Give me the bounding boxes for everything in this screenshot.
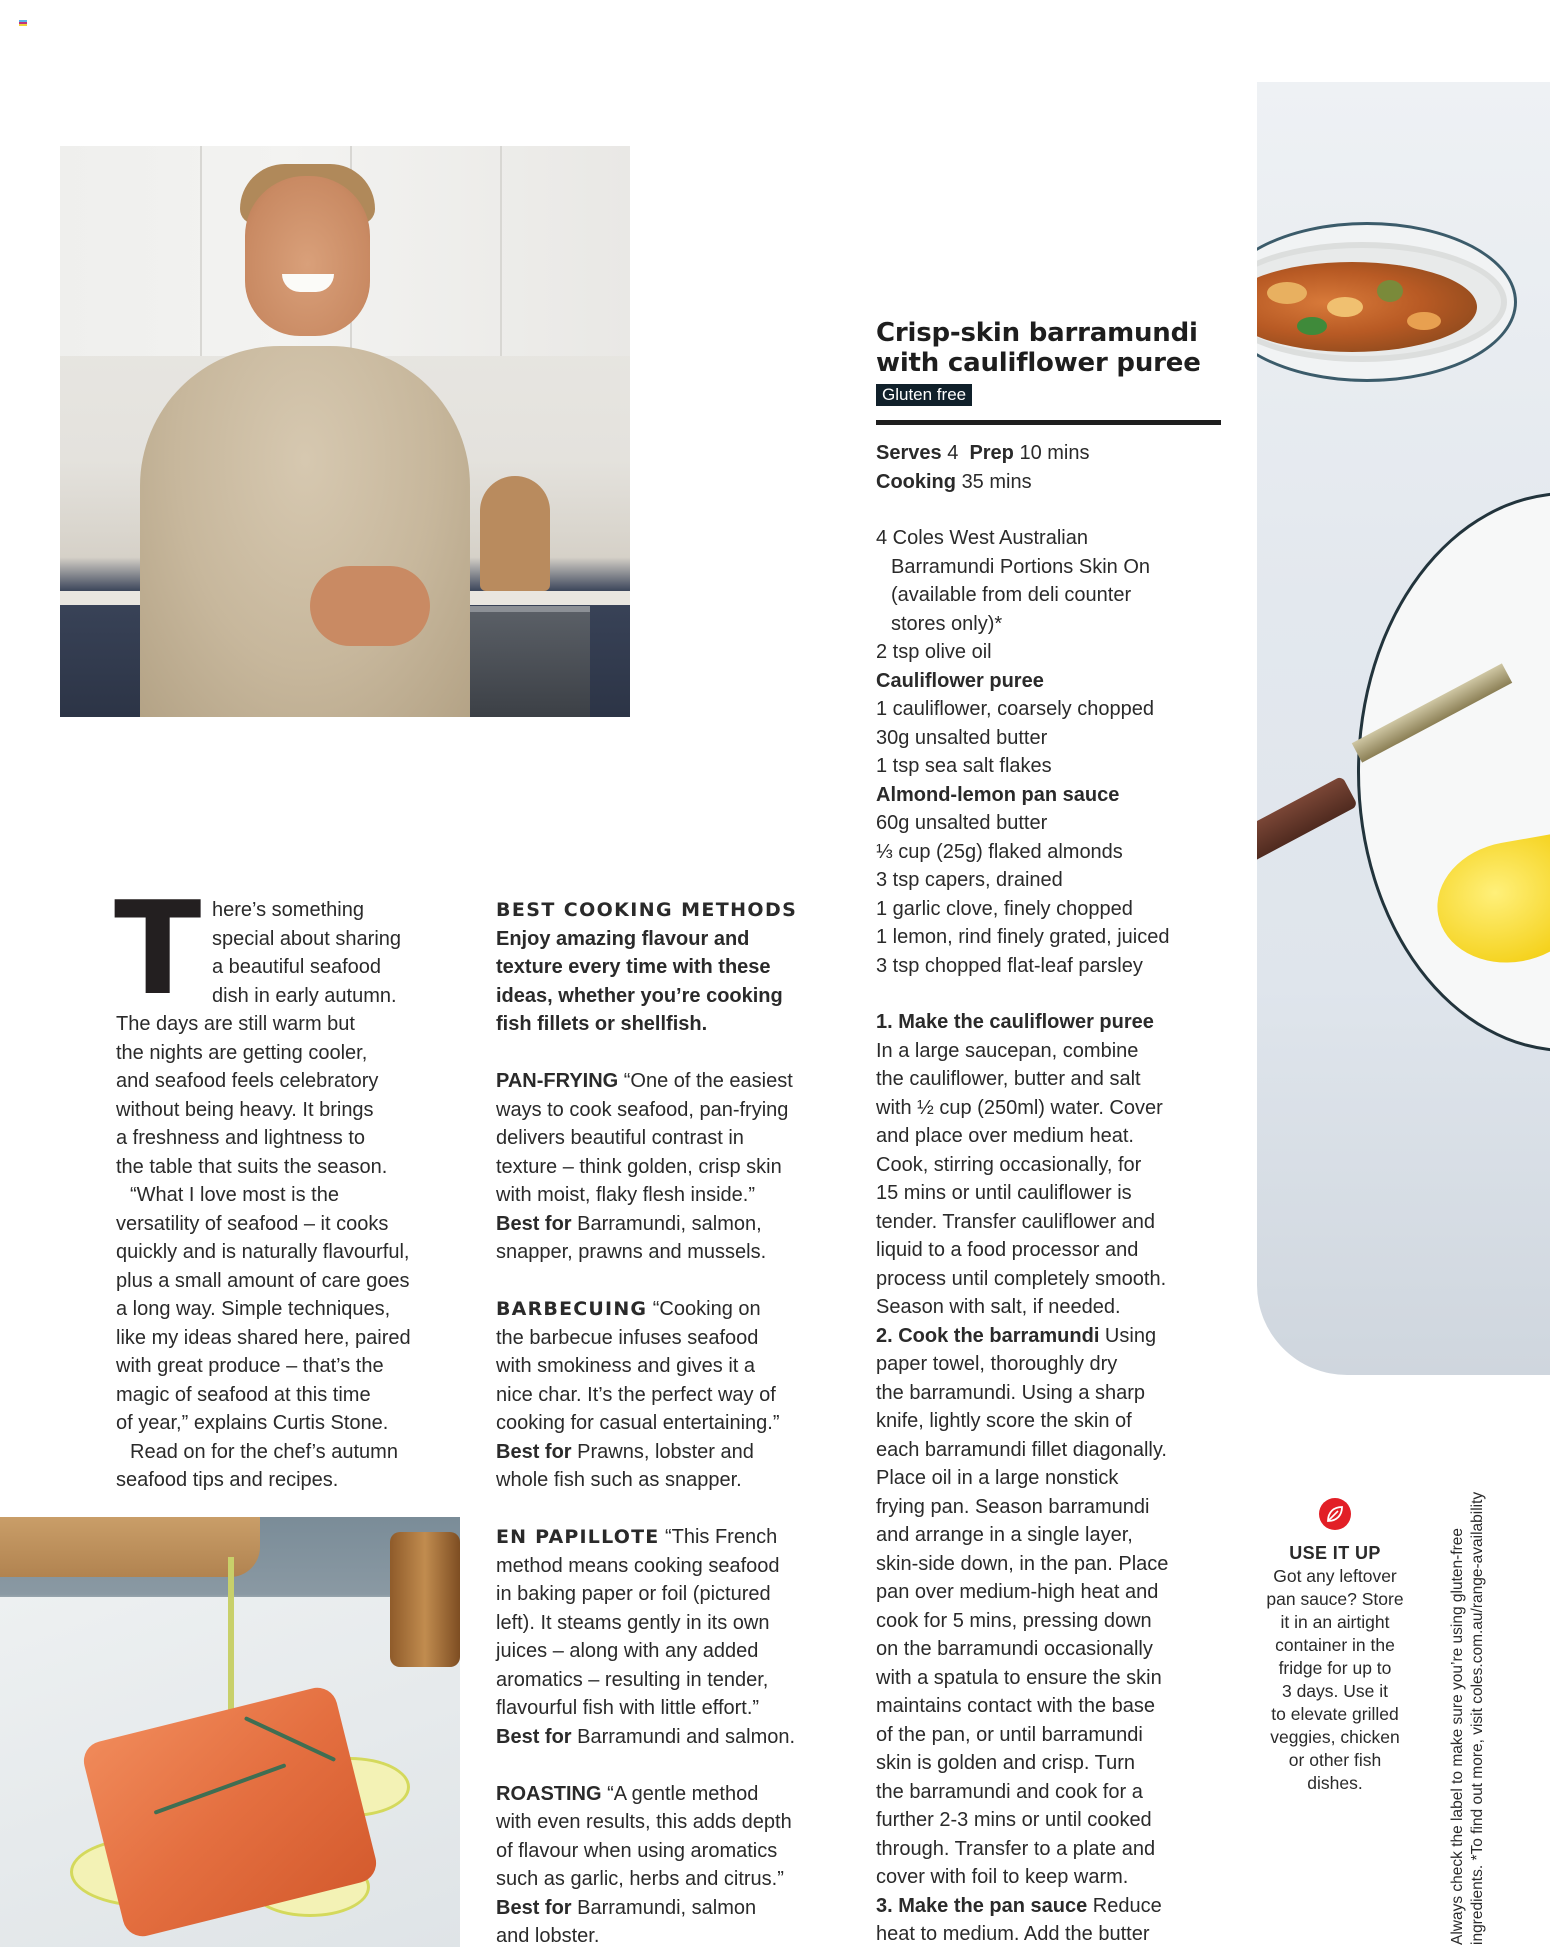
method-pan-frying bbox=[496, 1067, 846, 1267]
best-for-value: Barramundi, salmon, bbox=[571, 1212, 762, 1235]
ingredient: (available from deli counter bbox=[891, 584, 1132, 606]
ingredient: 1 cauliflower, coarsely chopped bbox=[876, 698, 1154, 720]
cooking-methods bbox=[496, 896, 846, 1947]
best-for-value: Barramundi and salmon. bbox=[571, 1725, 796, 1748]
step-line: and arrange in a single layer, bbox=[876, 1524, 1133, 1546]
method-en-papillote bbox=[496, 1523, 846, 1751]
tip-line: to elevate grilled bbox=[1271, 1704, 1399, 1724]
method-line: aromatics – resulting in tender, bbox=[496, 1668, 769, 1691]
tip-line: pan sauce? Store bbox=[1266, 1589, 1404, 1609]
method-line: with moist, flaky flesh inside.” bbox=[496, 1184, 755, 1206]
ingredient: 30g unsalted butter bbox=[876, 726, 1048, 749]
ingredients-list bbox=[876, 524, 1221, 980]
oil-jug bbox=[0, 1517, 260, 1577]
ingredient: 60g unsalted butter bbox=[876, 812, 1048, 834]
method-line: with even results, this adds depth bbox=[496, 1811, 792, 1833]
step-line: Reduce bbox=[1087, 1894, 1162, 1917]
cutting-board bbox=[480, 476, 550, 591]
method-line: the barbecue infuses seafood bbox=[496, 1326, 759, 1349]
intro-line: here’s something bbox=[212, 899, 364, 921]
lead-line: texture every time with these bbox=[496, 956, 771, 978]
serves-label: Serves bbox=[876, 442, 942, 464]
food-photo bbox=[1257, 82, 1550, 1375]
recipe-title bbox=[876, 318, 1221, 378]
method-line: cooking for casual entertaining.” bbox=[496, 1412, 780, 1434]
gluten-free-badge: Gluten free bbox=[876, 384, 972, 406]
lead-line: Enjoy amazing flavour and bbox=[496, 927, 750, 950]
olive-oil-stream bbox=[228, 1557, 234, 1717]
best-for-value: snapper, prawns and mussels. bbox=[496, 1241, 767, 1263]
method-line: delivers beautiful contrast in bbox=[496, 1127, 744, 1149]
step-line: liquid to a food processor and bbox=[876, 1239, 1139, 1261]
tip-line: dishes. bbox=[1307, 1773, 1363, 1793]
tip-line: fridge for up to bbox=[1278, 1658, 1392, 1678]
method-label: EN PAPILLOTE bbox=[496, 1526, 660, 1548]
step-line: through. Transfer to a plate and bbox=[876, 1837, 1156, 1860]
ingredient: 3 tsp capers, drained bbox=[876, 869, 1063, 891]
method-roasting bbox=[496, 1780, 846, 1947]
intro-line: dish in early autumn. bbox=[212, 984, 397, 1007]
method-line: ways to cook seafood, pan-frying bbox=[496, 1098, 789, 1121]
step-line: cover with foil to keep warm. bbox=[876, 1866, 1129, 1888]
intro-line: without being heavy. It brings bbox=[116, 1098, 374, 1121]
lead-line: fish fillets or shellfish. bbox=[496, 1013, 708, 1035]
method-line: juices – along with any added bbox=[496, 1640, 759, 1662]
tip-line: Got any leftover bbox=[1273, 1566, 1397, 1586]
print-registration-mark bbox=[19, 20, 27, 27]
method-line: nice char. It’s the perfect way of bbox=[496, 1383, 776, 1406]
method-label: ROASTING bbox=[496, 1782, 602, 1805]
tip-line: or other fish bbox=[1288, 1750, 1382, 1770]
intro-line: with great produce – that’s the bbox=[116, 1355, 384, 1377]
methods-lead bbox=[496, 925, 846, 1039]
intro-line: quickly and is naturally flavourful, bbox=[116, 1241, 410, 1263]
step-line: Place oil in a large nonstick bbox=[876, 1467, 1119, 1489]
footnote-line: ingredients. *To find out more, visit coles.com.au/range-availability bbox=[1469, 1491, 1486, 1945]
step-line: skin is golden and crisp. Turn bbox=[876, 1752, 1136, 1774]
best-for-label: Best for bbox=[496, 1440, 572, 1463]
best-for-label: Best for bbox=[496, 1725, 572, 1748]
step-line: frying pan. Season barramundi bbox=[876, 1495, 1150, 1518]
ingredient: stores only)* bbox=[891, 612, 1003, 635]
cooking-value: 35 mins bbox=[961, 470, 1032, 493]
method-line: in baking paper or foil (pictured bbox=[496, 1583, 771, 1605]
chef-body bbox=[140, 346, 470, 717]
intro-line: of year,” explains Curtis Stone. bbox=[116, 1412, 389, 1434]
method-line: left). It steams gently in its own bbox=[496, 1611, 770, 1634]
step-title: 1. Make the cauliflower puree bbox=[876, 1011, 1154, 1033]
step-line: the barramundi. Using a sharp bbox=[876, 1381, 1146, 1404]
leaf-icon bbox=[1319, 1498, 1351, 1530]
methods-heading: BEST COOKING METHODS bbox=[496, 899, 798, 921]
best-for-label: Best for bbox=[496, 1212, 572, 1235]
ingredient-subheading: Cauliflower puree bbox=[876, 669, 1044, 692]
step-line: on the barramundi occasionally bbox=[876, 1638, 1153, 1660]
step-1 bbox=[876, 1008, 1221, 1322]
method-label: PAN-FRYING bbox=[496, 1070, 619, 1092]
chef-head bbox=[245, 176, 370, 336]
tip-line: veggies, chicken bbox=[1270, 1727, 1400, 1747]
step-line: Cook, stirring occasionally, for bbox=[876, 1153, 1142, 1176]
step-line: pan over medium-high heat and bbox=[876, 1581, 1159, 1603]
step-3 bbox=[876, 1892, 1221, 1947]
intro-line: versatility of seafood – it cooks bbox=[116, 1212, 389, 1235]
prep-label: Prep bbox=[969, 442, 1014, 464]
step-line: process until completely smooth. bbox=[876, 1267, 1167, 1290]
step-line: Season with salt, if needed. bbox=[876, 1296, 1121, 1318]
method-line: “A gentle method bbox=[601, 1782, 759, 1805]
intro-line: the nights are getting cooler, bbox=[116, 1041, 368, 1064]
title-divider bbox=[876, 420, 1221, 425]
step-line: with a spatula to ensure the skin bbox=[876, 1666, 1162, 1689]
lead-line: ideas, whether you’re cooking bbox=[496, 984, 783, 1007]
tip-title: USE IT UP bbox=[1289, 1543, 1381, 1563]
recipe-meta bbox=[876, 439, 1221, 496]
recipe-card bbox=[876, 318, 1221, 1947]
intro-line: seafood tips and recipes. bbox=[116, 1469, 339, 1491]
method-label: BARBECUING bbox=[496, 1298, 648, 1320]
intro-line: “What I love most is the bbox=[130, 1184, 339, 1206]
method-line: “This French bbox=[659, 1526, 778, 1548]
step-line: paper towel, thoroughly dry bbox=[876, 1353, 1118, 1375]
ingredient: 2 tsp olive oil bbox=[876, 641, 992, 663]
intro-line: like my ideas shared here, paired bbox=[116, 1326, 411, 1349]
ingredient: 1 lemon, rind finely grated, juiced bbox=[876, 926, 1170, 948]
step-line: heat to medium. Add the butter bbox=[876, 1923, 1150, 1945]
method-steps bbox=[876, 1008, 1221, 1947]
fork-handle bbox=[1257, 776, 1358, 862]
best-for-value: Barramundi, salmon bbox=[571, 1896, 757, 1919]
method-line: method means cooking seafood bbox=[496, 1554, 780, 1577]
serves-value: 4 bbox=[947, 442, 959, 464]
method-line: “One of the easiest bbox=[618, 1070, 793, 1092]
tip-line: container in the bbox=[1275, 1635, 1395, 1655]
intro-line: special about sharing bbox=[212, 927, 402, 950]
step-line: with ½ cup (250ml) water. Cover bbox=[876, 1096, 1163, 1119]
footnote-line: Always check the label to make sure you’re using gluten-free bbox=[1449, 1528, 1466, 1945]
step-line: knife, lightly score the skin of bbox=[876, 1410, 1132, 1432]
ingredient: 1 garlic clove, finely chopped bbox=[876, 897, 1133, 920]
step-line: tender. Transfer cauliflower and bbox=[876, 1210, 1156, 1233]
step-2 bbox=[876, 1322, 1221, 1892]
recipe-title-line: Crisp-skin barramundi bbox=[876, 318, 1198, 348]
ingredient-subheading: Almond-lemon pan sauce bbox=[876, 783, 1120, 806]
use-it-up-tip bbox=[1250, 1498, 1420, 1795]
intro-line: The days are still warm but bbox=[116, 1013, 355, 1035]
step-line: maintains contact with the base bbox=[876, 1695, 1156, 1717]
cooking-label: Cooking bbox=[876, 470, 956, 493]
cabinet-divider bbox=[200, 146, 202, 356]
method-line: such as garlic, herbs and citrus.” bbox=[496, 1868, 784, 1890]
method-line: “Cooking on bbox=[647, 1298, 761, 1320]
intro-line: Read on for the chef’s autumn bbox=[130, 1440, 398, 1463]
prep-value: 10 mins bbox=[1019, 442, 1090, 464]
step-line: In a large saucepan, combine bbox=[876, 1039, 1139, 1062]
method-line: with smokiness and gives it a bbox=[496, 1355, 756, 1377]
mark-yellow bbox=[19, 24, 27, 26]
intro-line: a beautiful seafood bbox=[212, 956, 382, 978]
intro-line: a long way. Simple techniques, bbox=[116, 1298, 391, 1320]
ingredient: 4 Coles West Australian bbox=[876, 527, 1088, 549]
best-for-value: and lobster. bbox=[496, 1925, 600, 1947]
step-line: the barramundi and cook for a bbox=[876, 1780, 1143, 1803]
step-line: skin-side down, in the pan. Place bbox=[876, 1552, 1169, 1575]
step-line: further 2-3 mins or until cooked bbox=[876, 1809, 1152, 1831]
ingredient: 3 tsp chopped flat-leaf parsley bbox=[876, 954, 1143, 977]
step-line: 15 mins or until cauliflower is bbox=[876, 1182, 1132, 1204]
tip-line: 3 days. Use it bbox=[1281, 1681, 1389, 1701]
intro-article bbox=[114, 875, 476, 1495]
step-line: Using bbox=[1099, 1324, 1157, 1347]
chef-hands bbox=[310, 566, 430, 646]
gluten-free-footnote bbox=[1448, 1425, 1488, 1945]
best-for-value: Prawns, lobster and bbox=[571, 1440, 754, 1463]
step-line: each barramundi fillet diagonally. bbox=[876, 1438, 1167, 1461]
drop-cap: T bbox=[114, 875, 202, 1024]
ingredient: 1 tsp sea salt flakes bbox=[876, 755, 1052, 777]
ingredient: ⅓ cup (25g) flaked almonds bbox=[876, 840, 1123, 863]
chef-photo bbox=[60, 146, 630, 717]
step-line: cook for 5 mins, pressing down bbox=[876, 1609, 1152, 1632]
method-line: texture – think golden, crisp skin bbox=[496, 1155, 782, 1178]
step-title: 3. Make the pan sauce bbox=[876, 1894, 1088, 1917]
step-line: of the pan, or until barramundi bbox=[876, 1723, 1143, 1746]
recipe-title-line: with cauliflower puree bbox=[876, 348, 1201, 378]
method-line: flavourful fish with little effort.” bbox=[496, 1697, 760, 1719]
intro-line: the table that suits the season. bbox=[116, 1155, 388, 1178]
dinner-plate bbox=[1357, 492, 1550, 1052]
intro-line: a freshness and lightness to bbox=[116, 1127, 366, 1149]
tip-line: it in an airtight bbox=[1280, 1612, 1390, 1632]
step-line: the cauliflower, butter and salt bbox=[876, 1068, 1141, 1090]
best-for-label: Best for bbox=[496, 1896, 572, 1919]
step-line: and place over medium heat. bbox=[876, 1125, 1134, 1147]
ingredient: Barramundi Portions Skin On bbox=[891, 555, 1151, 578]
intro-line: and seafood feels celebratory bbox=[116, 1070, 379, 1092]
method-line: of flavour when using aromatics bbox=[496, 1839, 778, 1862]
intro-line: magic of seafood at this time bbox=[116, 1383, 371, 1406]
step-title: 2. Cook the barramundi bbox=[876, 1324, 1100, 1347]
method-barbecuing bbox=[496, 1295, 846, 1495]
intro-line: plus a small amount of care goes bbox=[116, 1269, 410, 1292]
salmon-photo bbox=[0, 1517, 460, 1947]
cabinet-divider bbox=[500, 146, 502, 356]
best-for-value: whole fish such as snapper. bbox=[496, 1469, 742, 1491]
pepper-grinder bbox=[390, 1532, 460, 1667]
